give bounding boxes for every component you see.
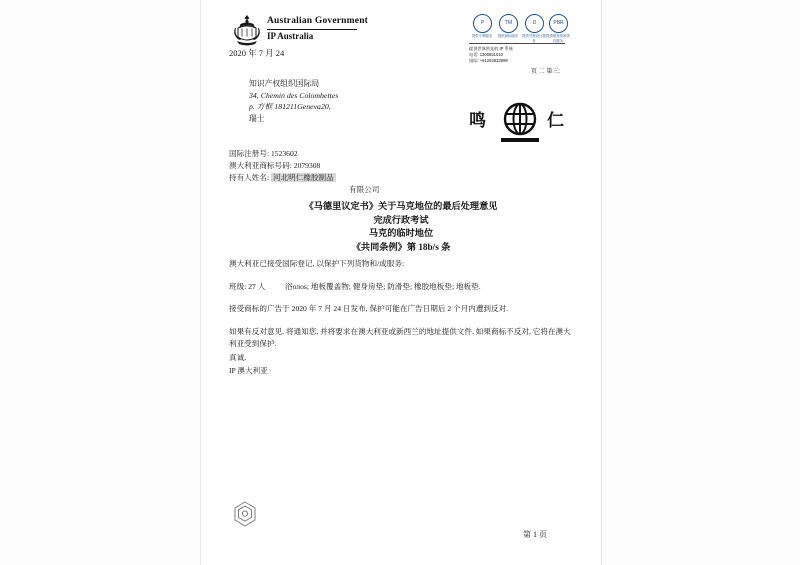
badge-pbr-caption: 提供植物育种者权服务 [546,34,570,43]
title-line-1: 《马德里议定书》关于马克地位的最后处理意见 [304,201,498,211]
recipient-address-line-1: 34, Chemin des Colombettes [249,90,339,100]
letter-date: 2020 年 7 月 24 [229,48,285,58]
badge-designs-caption: 提供外观设计服务 [522,34,546,43]
holder-name-second-line: 有限公司 [349,185,380,194]
letter-sheet [201,0,601,565]
contact-block [469,46,579,64]
reference-row-holder [229,172,549,184]
reference-label-australian: 澳大利亚商标号码: [229,161,292,170]
badge-trademarks-icon: TM [499,14,518,33]
letter-body [229,258,573,361]
letterhead-divider [267,29,357,30]
company-seal [463,100,573,148]
recipient-address [249,78,449,124]
reference-row-australian [229,160,549,172]
globe-seal-icon [503,102,537,136]
badge-pbr-icon: PBR [549,14,568,33]
contact-fax: 国际: +61262832999 [469,58,508,63]
paragraph-opposition: 如果有反对意见, 将通知您, 并将要求在澳大利亚或新西兰的地址提供文件. 如果商标不反对, 它将在澳大利亚受到保护. [229,326,571,348]
seal-left-character: 鸣 [469,111,486,131]
reference-value-holder: 河北明仁橡胶制品 [272,173,334,182]
reference-block [229,148,549,184]
page-number: 第 1 页 [523,530,547,539]
paragraph-intro: 澳大利亚已接受国际登记, 以保护下列货物和/或服务: [229,259,405,268]
page-of-label: 页 二 第三: [531,69,561,75]
contact-heading: 提供世界领先的 IP 系统 [469,46,513,51]
signature-block [229,352,268,377]
closing-salutation: 真诚, [229,353,247,362]
contact-phone: 电话: 1300651010 [469,52,503,57]
recipient-organisation: 知识产权组织国际局 [249,79,320,88]
classes-row [229,281,573,294]
reference-value-australian: 2079308 [293,161,321,170]
badge-designs-icon: D [525,14,544,33]
seal-right-character: 仁 [547,111,564,131]
title-line-2: 完成行政考试 [373,214,429,225]
reference-value-international: 1523602 [270,149,298,158]
classes-goods-text: 浴олos; 地板覆盖物; 健身房垫; 防滑垫; 橡胶地板垫; 地板垫. [285,281,481,291]
badge-patents-caption: 提供专利服务 [471,34,493,38]
seal-underline [501,138,539,142]
paragraph-acceptance: 接受商标的广告于 2020 年 7 月 24 日发布, 保护可能在广告日期后 2 个月内遭到反对. [229,304,509,313]
reference-label-holder: 持有人姓名: [229,173,270,182]
title-line-3: 马克的临时地位 [368,228,434,238]
classes-label-prefix: 班级: [229,281,247,291]
classes-label [229,281,285,294]
classes-label-value: 27 人 [248,281,266,291]
department-name: IP Australia [267,31,314,41]
recipient-address-line-3: 瑞士 [249,113,265,123]
certification-hex-icon [231,500,259,528]
badges-divider [469,43,565,44]
australian-coat-of-arms-icon [231,14,263,48]
badge-trademarks-caption: 提供商标服务 [497,34,519,38]
reference-label-international: 国际注册号: [229,149,270,158]
letter-title [229,200,573,254]
scan-edge-right [601,0,602,565]
government-name: Australian Government [267,16,369,26]
badge-patents-icon: P [473,14,492,33]
reference-row-international [229,148,549,160]
recipient-address-line-2: p. 方框 181211Geneva20, [249,102,331,111]
title-line-4: 《共同条例》第 18b/s 条 [351,241,451,252]
closing-signatory: IP 澳大利亚 [229,365,268,375]
